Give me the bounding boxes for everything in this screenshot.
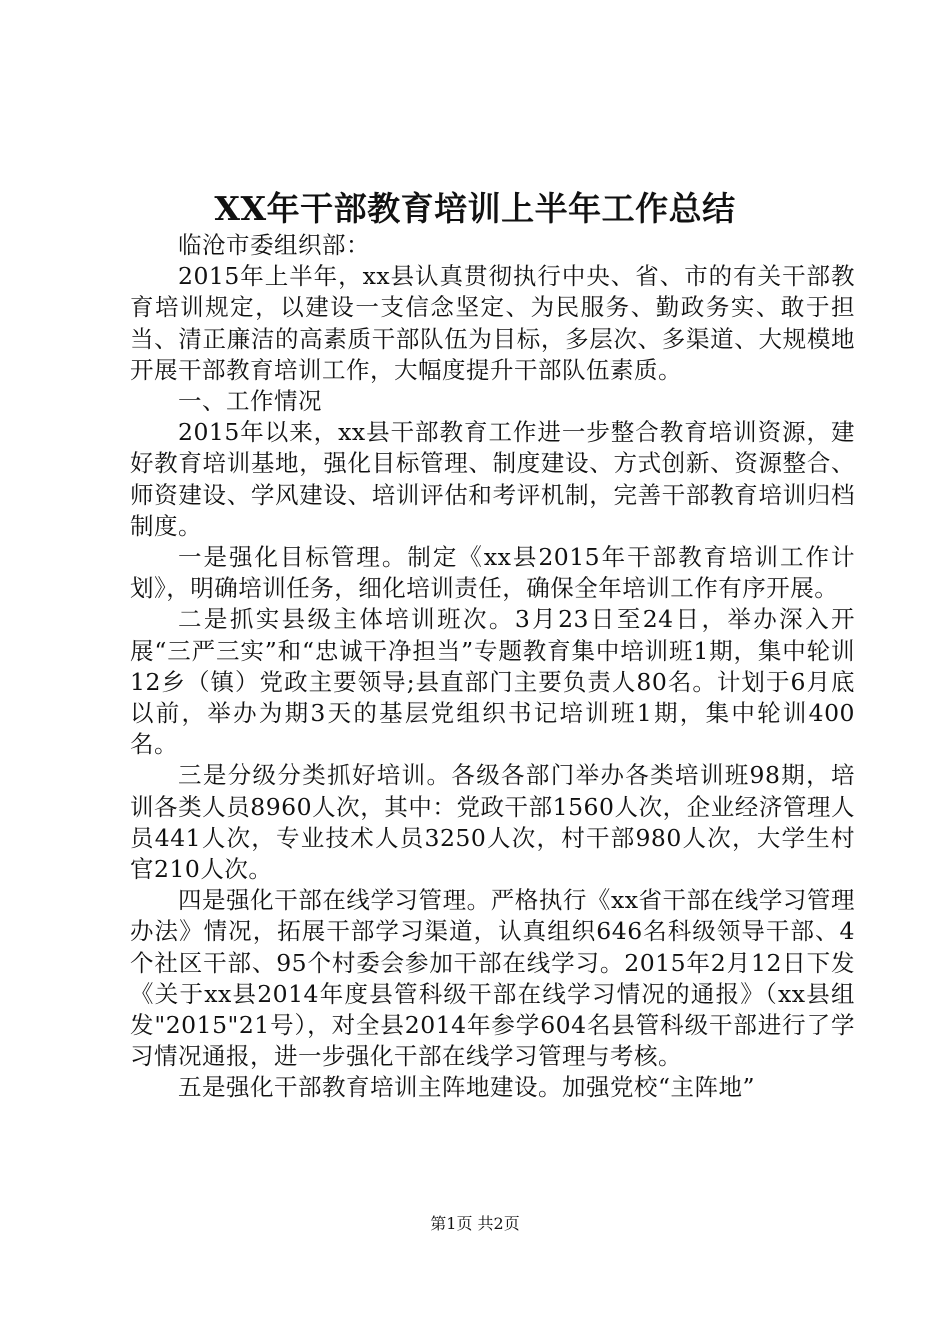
body-paragraph: 五是强化干部教育培训主阵地建设。加强党校“主阵地”: [178, 1073, 756, 1102]
page-number: 第1页 共2页: [430, 1214, 520, 1233]
body-paragraph: 2015年以来，xx县干部教育工作进一步整合教育培训资源，建好教育培训基地，强化目标管理、制度建设、方式创新、资源整合、师资建设、学风建设、培训评估和考评机制，完善干部教育培训归档制度。: [130, 418, 855, 540]
intro-paragraph: 2015年上半年，xx县认真贯彻执行中央、省、市的有关干部教育培训规定，以建设一支信念坚定、为民服务、勤政务实、敢于担当、清正廉洁的高素质干部队伍为目标，多层次、多渠道、大规模地开展干部教育培训工作，大幅度提升干部队伍素质。: [130, 262, 855, 384]
salutation: 临沧市委组织部：: [178, 231, 370, 259]
document-body: [130, 230, 855, 1104]
body-paragraph: 二是抓实县级主体培训班次。3月23日至24日，举办深入开展“三严三实”和“忠诚干净担当”专题教育集中培训班1期，集中轮训12乡（镇）党政主要领导;县直部门主要负责人80名。计划于6月底以前，举办为期3天的基层党组织书记培训班1期，集中轮训400名。: [130, 605, 855, 759]
document-title: XX年干部教育培训上半年工作总结: [214, 189, 736, 228]
section-heading: 一、工作情况: [178, 387, 322, 416]
body-paragraph: 一是强化目标管理。制定《xx县2015年干部教育培训工作计划》，明确培训任务，细化培训责任，确保全年培训工作有序开展。: [130, 543, 855, 603]
body-paragraph: 三是分级分类抓好培训。各级各部门举办各类培训班98期，培训各类人员8960人次，其中：党政干部1560人次，企业经济管理人员441人次，专业技术人员3250人次，村干部980人次，大学生村官210人次。: [130, 761, 855, 884]
body-paragraph: 四是强化干部在线学习管理。严格执行《xx省干部在线学习管理办法》情况，拓展干部学习渠道，认真组织646名科级领导干部、4个社区干部、95个村委会参加干部在线学习。2015年2月12日下发《关于xx县2014年度县管科级干部在线学习情况的通报》（xx县组发"2015"21号），对全县2014年参学604名县管科级干部进行了学习情况通报，进一步强化干部在线学习管理与考核。: [130, 886, 855, 1071]
